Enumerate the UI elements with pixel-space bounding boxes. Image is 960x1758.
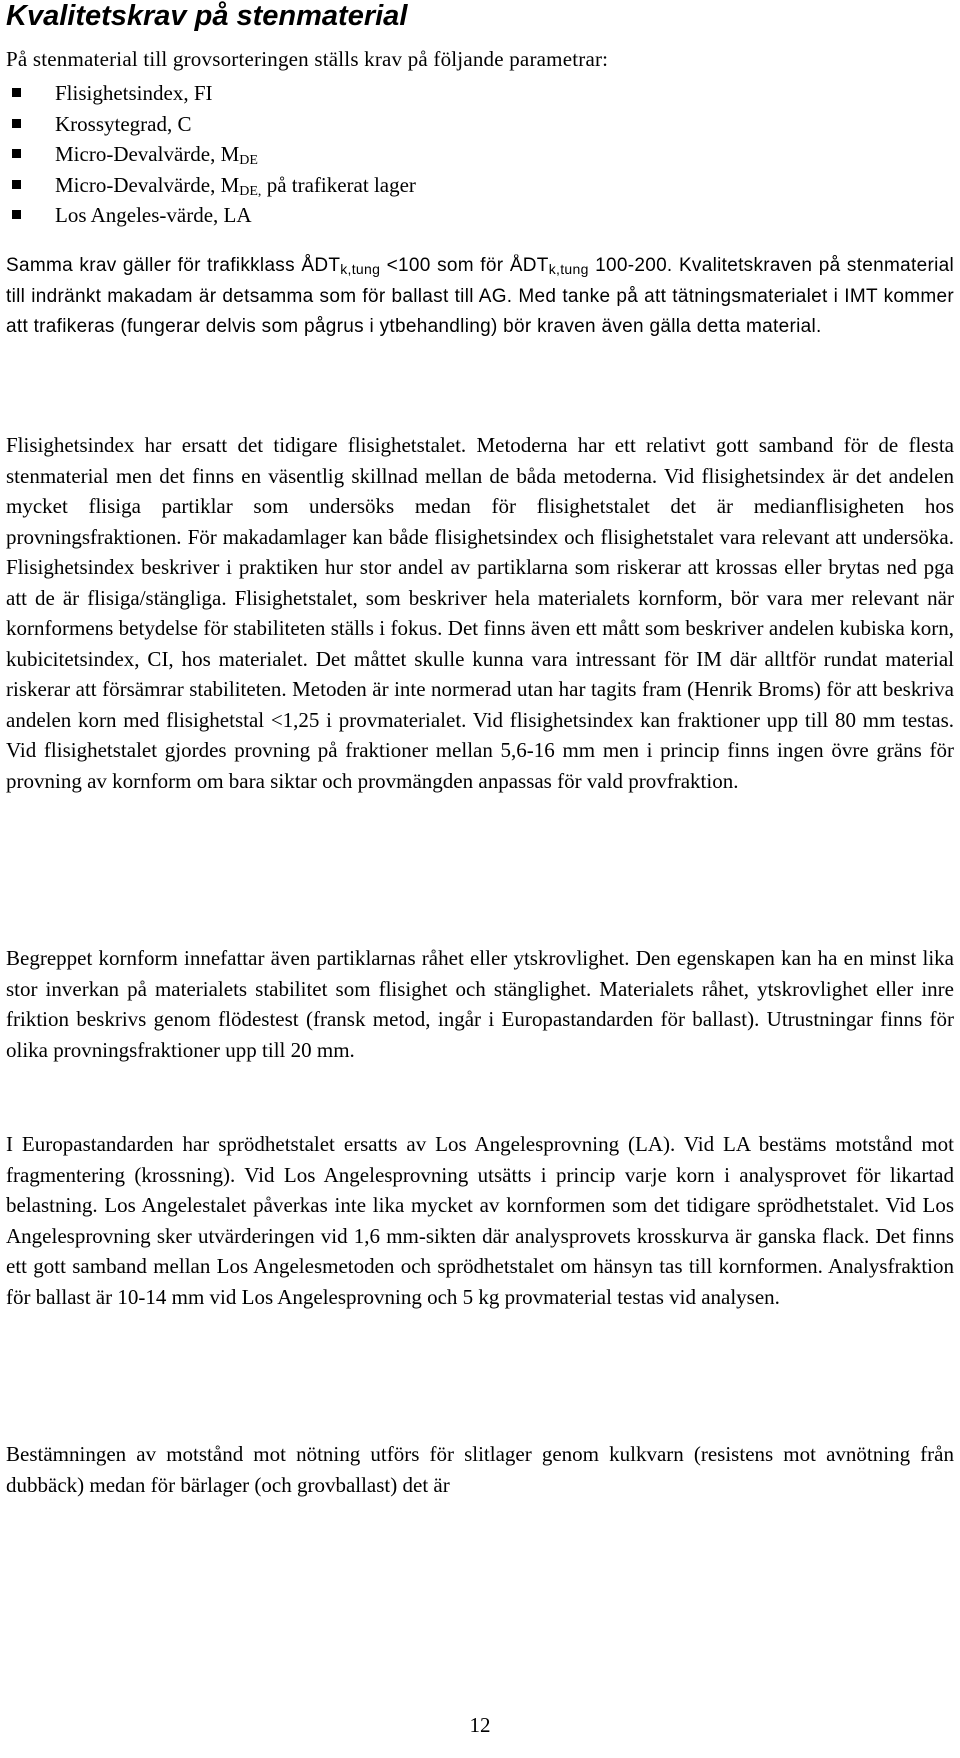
list-item-text: Flisighetsindex, FI bbox=[55, 81, 213, 105]
bullet-square-icon bbox=[12, 119, 21, 128]
subscript: k,tung bbox=[548, 261, 589, 277]
list-item-text: Micro-Devalvärde, M bbox=[55, 142, 240, 166]
paragraph-flakiness: Flisighetsindex har ersatt det tidigare flisighetstalet. Metoderna har ett relativt gott samband för de flesta stenmaterial men det finns en väsentlig skillnad mellan de båda metoderna. Vid flisighetsindex är det andelen mycket flisiga partiklar som undersöks medan för flisighetstalet det är medianflisigheten hos provningsfraktionen. För makadamlager kan både flisighetsindex och flisighetstalet vara relevant att undersöka. Flisighetsindex beskriver i praktiken hur stor andel av partiklarna som riskerar att krossas eller brytas ned pga att de är flisiga/stängliga. Flisighetstalet, som beskriver hela materialets kornform, bör vara mer relevant när kornformens betydelse för stabiliteten ställs i fokus. Det finns även ett mått som beskriver andelen kubiska korn, kubicitetsindex, CI, hos materialet. Det måttet skulle kunna vara intressant för IM där alltför rundat material riskerar att försämrar stabiliteten. Metoden är inte normerad utan har tagits fram (Henrik Broms) för att beskriva andelen korn med flisighetstal <1,25 i provmaterialet. Vid flisighetsindex kan fraktioner upp till 80 mm testas. Vid flisighetstalet gjordes provning på fraktioner mellan 5,6-16 mm men i princip finns ingen övre gräns för provning av kornform om bara siktar och provmängden anpassas för vald provfraktion. bbox=[6, 433, 954, 793]
paragraph-particle-shape: Begreppet kornform innefattar även partiklarnas råhet eller ytskrovlighet. Den egenskapen kan ha en minst lika stor inverkan på materialets stabilitet som flisighet och stänglighet. Materialets råhet, ytskrovlighet eller inre friktion beskrivs genom flödestest (fransk metod, ingår i Europastandarden för ballast). Utrustningar finns för olika provningsfraktioner upp till 20 mm. bbox=[6, 946, 954, 1062]
bullet-square-icon bbox=[12, 210, 21, 219]
paragraph-los-angeles: I Europastandarden har sprödhetstalet ersatts av Los Angelesprovning (LA). Vid LA bestäms motstånd mot fragmentering (krossning). Vid Los Angelesprovning utsätts i princip varje korn i analysprovet för likartad belastning. Los Angelestalet påverkas inte lika mycket av kornformen som det tidigare sprödhetstalet. Vid Los Angelesprovning sker utvärderingen vid 1,6 mm-sikten där analysprovets krosskurva är ganska flack. Det finns ett gott samband mellan Los Angelesmetoden och sprödhetstalet om hänsyn tas till kornformen. Analysfraktion för ballast är 10-14 mm vid Los Angelesprovning och 5 kg provmaterial testas vid analysen. bbox=[6, 1132, 954, 1309]
list-item bbox=[12, 139, 416, 170]
list-item-text-tail: på trafikerat lager bbox=[261, 172, 416, 197]
list-item-text: Krossytegrad, C bbox=[55, 111, 192, 136]
subscript: DE bbox=[239, 153, 258, 168]
list-item bbox=[12, 109, 416, 140]
list-item bbox=[12, 170, 416, 201]
paragraph-traffic-class bbox=[6, 251, 954, 343]
paragraph-abrasion: Bestämningen av motstånd mot nötning utförs för slitlager genom kulkvarn (resistens mot avnötning från dubbäck) medan för bärlager (och grovballast) det är bbox=[6, 1442, 954, 1497]
paragraph-text: <100 som för ÅDT bbox=[380, 255, 549, 276]
list-item bbox=[12, 200, 416, 231]
bullet-square-icon bbox=[12, 88, 21, 97]
intro-text: På stenmaterial till grovsorteringen ställs krav på följande parametrar: bbox=[6, 47, 609, 71]
bullet-square-icon bbox=[12, 180, 21, 189]
parameter-list bbox=[12, 78, 416, 231]
subscript: k,tung bbox=[340, 261, 381, 277]
page-number: 12 bbox=[469, 1713, 491, 1737]
page-title: Kvalitetskrav på stenmaterial bbox=[6, 0, 408, 32]
paragraph-text: Samma krav gäller för trafikklass ÅDT bbox=[6, 255, 341, 276]
list-item bbox=[12, 78, 416, 109]
bullet-square-icon bbox=[12, 149, 21, 158]
paragraph-text: 100-200. Kvalitetskraven på stenmaterial till indränkt makadam är detsamma som för ballast till AG. Med tanke på att tätningsmaterialet i IMT kommer att trafikeras (fungerar delvis som pågrus i ytbehandling) bör kraven även gälla detta material. bbox=[6, 255, 954, 337]
list-item-text: Los Angeles-värde, LA bbox=[55, 203, 252, 227]
list-item-text: Micro-Devalvärde, M bbox=[55, 172, 240, 197]
subscript: DE, bbox=[239, 183, 262, 199]
